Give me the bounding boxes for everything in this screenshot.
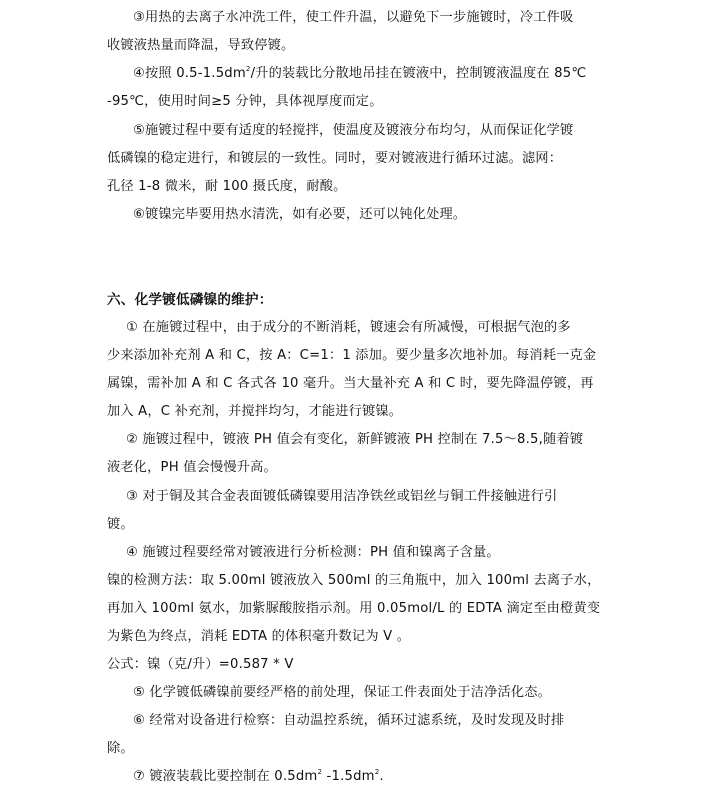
text-line: 低磷镍的稳定进行，和镀层的一致性。同时，要对镀液进行循环过滤。滤网： — [107, 151, 563, 166]
text-line: ③用热的去离子水冲洗工件，使工件升温，以避免下一步施镀时，冷工件吸 — [133, 10, 574, 25]
text-line: 液老化，PH 值会慢慢升高。 — [107, 460, 277, 475]
text-fragment: ⑦ 镀液装载比要控制在 0.5dm — [133, 769, 318, 784]
text-line: ⑥ 经常对设备进行检察：自动温控系统，循环过滤系统，及时发现及时排 — [133, 713, 565, 728]
text-line: 镍的检测方法：取 5.00ml 镀液放入 500ml 的三角瓶中，加入 100ml 去离子水， — [107, 573, 601, 588]
text-line: 再加入 100ml 氨水，加紫脲酸胺指示剂。用 0.05mol/L 的 EDTA 滴定至由橙黄变 — [107, 601, 601, 616]
text-line: ⑤ 化学镀低磷镍前要经严格的前处理，保证工件表面处于洁净活化态。 — [133, 685, 552, 700]
text-line: 孔径 1-8 微米，耐 100 摄氏度，耐酸。 — [107, 179, 347, 194]
text-line: 为紫色为终点，消耗 EDTA 的体积毫升数记为 V 。 — [107, 629, 411, 644]
superscript: 2 — [245, 65, 251, 73]
formula-line: 公式：镍（克/升）=0.587 * V — [107, 657, 294, 672]
text-line — [133, 767, 384, 787]
text-line: ⑤施镀过程中要有适度的轻搅拌，使温度及镀液分布均匀，从而保证化学镀 — [133, 123, 574, 138]
text-fragment: /升的装载比分散地吊挂在镀液中，控制镀液温度在 85℃ — [250, 66, 587, 81]
text-line: 收镀液热量而降温，导致停镀。 — [107, 38, 295, 53]
section-heading: 六、化学镀低磷镍的维护： — [107, 292, 273, 308]
superscript: 2 — [374, 768, 380, 776]
text-line: 除。 — [107, 741, 134, 756]
text-line: ② 施镀过程中，镀液 PH 值会有变化，新鲜镀液 PH 控制在 7.5～8.5,随着镀 — [126, 432, 584, 447]
text-line — [133, 64, 586, 84]
text-fragment: . — [379, 769, 384, 784]
text-line: 属镍，需补加 A 和 C 各式各 10 毫升。当大量补充 A 和 C 时，要先降温停镀，再 — [107, 376, 594, 391]
text-line: ③ 对于铜及其合金表面镀低磷镍要用洁净铁丝或铝丝与铜工件接触进行引 — [126, 489, 558, 504]
superscript: 2 — [317, 768, 323, 776]
text-fragment: -1.5dm — [322, 769, 375, 784]
text-line: ⑥镀镍完毕要用热水清洗，如有必要，还可以钝化处理。 — [133, 207, 467, 222]
text-line: 镀。 — [107, 517, 134, 532]
text-fragment: ④按照 0.5-1.5dm — [133, 66, 246, 81]
text-line: 少来添加补充剂 A 和 C，按 A：C=1：1 添加。要少量多次地补加。每消耗一克金 — [107, 348, 597, 363]
text-line: -95℃，使用时间≥5 分钟，具体视厚度而定。 — [107, 94, 383, 109]
text-line: ④ 施镀过程要经常对镀液进行分析检测：PH 值和镍离子含量。 — [126, 545, 500, 560]
text-line: ① 在施镀过程中，由于成分的不断消耗，镀速会有所减慢，可根据气泡的多 — [126, 320, 571, 335]
text-line: 加入 A，C 补充剂，并搅拌均匀，才能进行镀镍。 — [107, 404, 403, 419]
